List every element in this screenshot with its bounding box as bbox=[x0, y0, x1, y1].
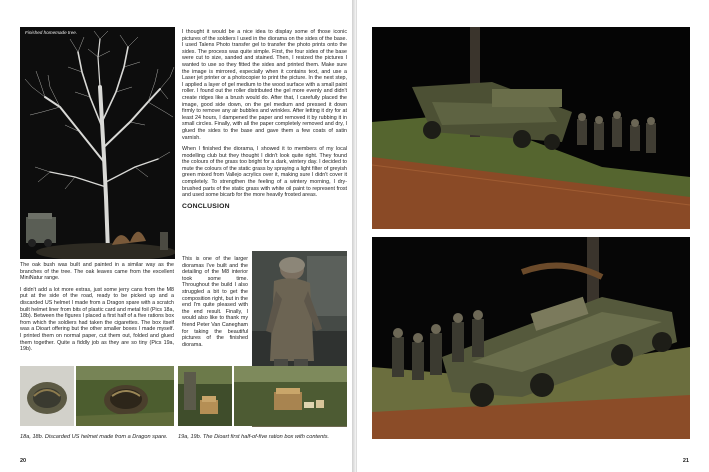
caption-19: 19a, 19b. The Dioart first half-of-five ration box with contents. bbox=[178, 434, 330, 440]
diorama-photo-bottom bbox=[372, 237, 690, 439]
right-page bbox=[356, 0, 709, 472]
paragraph: I didn't add a lot more extras, just some jerry cans from the M8 put at the side of the road, ready to be picked up and a discarded US helmet I made from a Dragon spare with a scratch built helmet liner from bits of plastic card and metal foil (Pics 18a, 18b). Between the figures I placed a first half of a five rations box from which the soldiers had taken the cigarettes. The box itself was a Dioart offering but the other smaller boxes I made myself. I printed them on normal paper, cut them out, folded and glued them together. Quite a fiddly job as they are so tiny (Pics 19a, 19b). bbox=[20, 286, 174, 353]
diorama-photo-top bbox=[372, 27, 690, 229]
caption-18: 18a, 18b. Discarded US helmet made from a Dragon spare. bbox=[20, 434, 168, 440]
tree-photo-label: Finished homemade tree. bbox=[25, 30, 78, 35]
page-number-right: 21 bbox=[682, 458, 689, 464]
paragraph: When I finished the diorama, I showed it to members of my local modelling club but they thought I didn't look quite right. They found the colours of the grass too bright for a dark, wintery day. I decided to mute the colours of the static grass by spraying a light filter of greyish green mixed from Vallejo acrylics over it, making sure I didn't cover it completely. To strengthen the feeling of a wintery morning, I dry-brushed parts of the static grass with white oil paint to represent frost and used some bicarb for the more heavily frosted areas. bbox=[182, 146, 347, 199]
left-page bbox=[0, 0, 352, 472]
conclusion-heading: CONCLUSION bbox=[182, 202, 230, 210]
paragraph: The oak bush was built and painted in a similar way as the branches of the tree. The oak leaves came from the excellent MiniNatur range. bbox=[20, 262, 174, 282]
paragraph: This is one of the larger dioramas I've built and the detailing of the M8 interior took some time. Throughout the build I also struggled a bit to get the composition right, but in the end I'm quite pleased with the end result. Finally, I would also like to thank my friend Peter Van Canegham for taking the beautiful pictures of the finished diorama. bbox=[182, 256, 248, 348]
ration-box-photo-b bbox=[234, 366, 347, 426]
helmet-photo-a bbox=[20, 366, 74, 426]
conclusion-text bbox=[182, 256, 248, 353]
ration-box-photo-a bbox=[178, 366, 232, 426]
left-column-text bbox=[20, 262, 174, 358]
right-column-text bbox=[182, 29, 347, 213]
tree-photo bbox=[20, 27, 175, 259]
page-number-left: 20 bbox=[20, 458, 27, 464]
paragraph: I thought it would be a nice idea to display some of those iconic pictures of the soldiers I used in the diorama on the sides of the base. I used Talens Photo transfer gel to transfer the photo prints onto the sides. The process was quite simple. First, the four sides of the base were cut to size, sanded and stained. Then, I resized the pictures I wanted to use so they fitted the sides and printed them. Make sure the image is mirrored, especially when it contains text, and use a Laser jet printer or a photocopier to print the picture. In the next step, I applied a layer of gel medium to the wood surface with a small paint roller. I found out the roller distributed the gel more evenly and didn't create ridges like a brush would do. After that, I carefully placed the image, good side down, on the gel medium and pressed it down firmly to remove any air bubbles and wrinkles. After letting it dry for at least 24 hours, I dampened the paper and removed it by rubbing it in small circles. Finally, with all the paper completely removed and dry, I glued the sides to the base and gave them a few coats of satin varnish. bbox=[182, 29, 347, 141]
helmet-photo-b bbox=[76, 366, 174, 426]
